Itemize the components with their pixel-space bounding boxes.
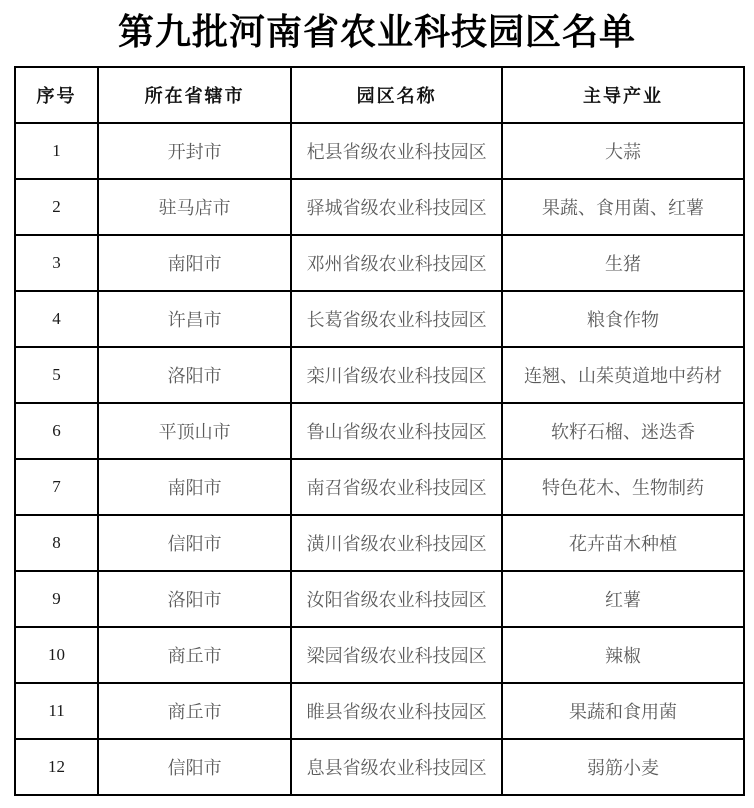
cell-industry: 特色花木、生物制药 (502, 459, 744, 515)
cell-industry: 花卉苗木种植 (502, 515, 744, 571)
cell-industry: 果蔬、食用菌、红薯 (502, 179, 744, 235)
cell-city: 许昌市 (98, 291, 291, 347)
cell-index: 10 (15, 627, 98, 683)
cell-park-name: 长葛省级农业科技园区 (291, 291, 502, 347)
cell-index: 8 (15, 515, 98, 571)
table-body (15, 123, 744, 795)
cell-index: 12 (15, 739, 98, 795)
cell-index: 11 (15, 683, 98, 739)
cell-city: 平顶山市 (98, 403, 291, 459)
table-row (15, 571, 744, 627)
cell-index: 6 (15, 403, 98, 459)
cell-city: 信阳市 (98, 515, 291, 571)
cell-industry: 弱筋小麦 (502, 739, 744, 795)
cell-index: 3 (15, 235, 98, 291)
cell-city: 商丘市 (98, 627, 291, 683)
table-row (15, 683, 744, 739)
cell-park-name: 栾川省级农业科技园区 (291, 347, 502, 403)
cell-park-name: 睢县省级农业科技园区 (291, 683, 502, 739)
table-header (15, 67, 744, 123)
cell-park-name: 南召省级农业科技园区 (291, 459, 502, 515)
table-row (15, 403, 744, 459)
cell-index: 5 (15, 347, 98, 403)
table-row (15, 235, 744, 291)
cell-park-name: 汝阳省级农业科技园区 (291, 571, 502, 627)
cell-city: 洛阳市 (98, 571, 291, 627)
cell-city: 洛阳市 (98, 347, 291, 403)
table-row (15, 179, 744, 235)
cell-park-name: 邓州省级农业科技园区 (291, 235, 502, 291)
cell-park-name: 鲁山省级农业科技园区 (291, 403, 502, 459)
header-cell-industry: 主导产业 (502, 67, 744, 123)
cell-index: 1 (15, 123, 98, 179)
header-cell-city: 所在省辖市 (98, 67, 291, 123)
cell-park-name: 驿城省级农业科技园区 (291, 179, 502, 235)
page-title: 第九批河南省农业科技园区名单 (117, 11, 636, 52)
cell-industry: 生猪 (502, 235, 744, 291)
cell-index: 9 (15, 571, 98, 627)
cell-city: 南阳市 (98, 459, 291, 515)
table-row (15, 739, 744, 795)
cell-park-name: 杞县省级农业科技园区 (291, 123, 502, 179)
cell-industry: 连翘、山茱萸道地中药材 (502, 347, 744, 403)
cell-industry: 辣椒 (502, 627, 744, 683)
cell-industry: 果蔬和食用菌 (502, 683, 744, 739)
cell-city: 开封市 (98, 123, 291, 179)
table-row (15, 291, 744, 347)
cell-city: 南阳市 (98, 235, 291, 291)
table-row (15, 459, 744, 515)
table-row (15, 123, 744, 179)
cell-industry: 红薯 (502, 571, 744, 627)
cell-index: 4 (15, 291, 98, 347)
cell-city: 驻马店市 (98, 179, 291, 235)
header-cell-index: 序号 (15, 67, 98, 123)
cell-index: 7 (15, 459, 98, 515)
cell-city: 信阳市 (98, 739, 291, 795)
cell-city: 商丘市 (98, 683, 291, 739)
table-row (15, 627, 744, 683)
cell-park-name: 潢川省级农业科技园区 (291, 515, 502, 571)
parks-table (14, 66, 745, 796)
cell-park-name: 梁园省级农业科技园区 (291, 627, 502, 683)
cell-industry: 粮食作物 (502, 291, 744, 347)
cell-index: 2 (15, 179, 98, 235)
header-cell-park: 园区名称 (291, 67, 502, 123)
table-row (15, 515, 744, 571)
cell-industry: 大蒜 (502, 123, 744, 179)
cell-park-name: 息县省级农业科技园区 (291, 739, 502, 795)
header-row (15, 67, 744, 123)
table-row (15, 347, 744, 403)
cell-industry: 软籽石榴、迷迭香 (502, 403, 744, 459)
